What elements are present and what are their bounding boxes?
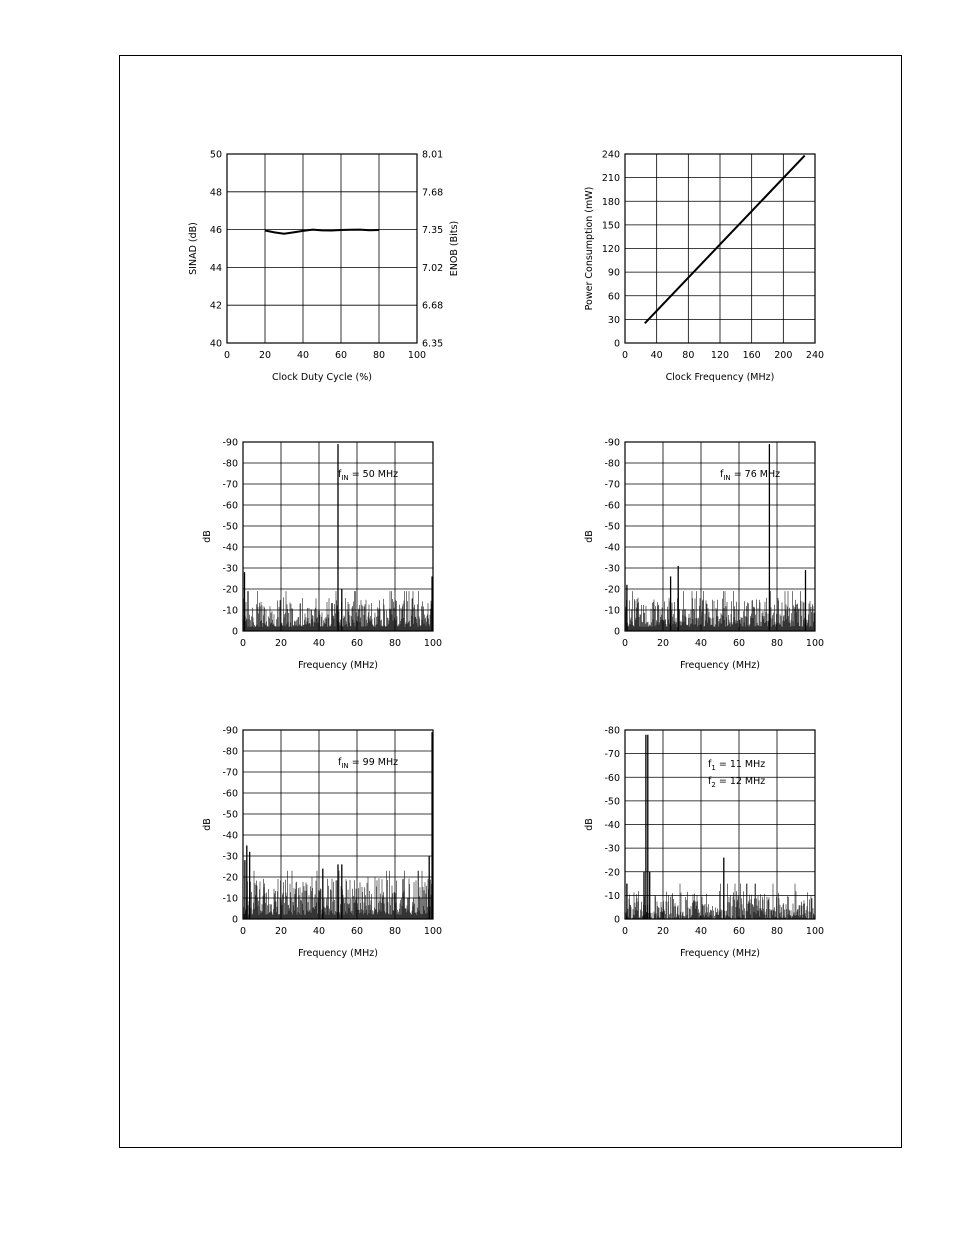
y-tick-label: -40 [604,820,620,831]
y-tick-label: -30 [604,563,620,575]
y-axis-label: Power Consumption (mW) [584,186,595,311]
y2-tick-label: 7.68 [422,187,444,199]
x-axis-label: Frequency (MHz) [298,660,378,671]
annot-prefix: f [720,469,724,480]
y-tick-label: -90 [604,437,620,449]
x-tick-label: 80 [388,638,402,649]
x-tick-label: 100 [407,350,427,361]
y-tick-label: -70 [604,479,620,491]
y-axis-label: dB [584,530,595,543]
frequency-annotation [338,757,398,770]
x-tick-label: 0 [621,926,629,937]
y-tick-label: -30 [604,843,620,855]
y-tick-label: -90 [222,725,238,737]
x-tick-label: 80 [770,926,784,937]
y-tick-label: -60 [604,772,620,784]
x-tick-label: 0 [239,638,247,649]
x-tick-label: 0 [621,350,629,361]
x-tick-label: 40 [694,926,708,937]
y-tick-label: -20 [222,872,238,884]
x-tick-label: 20 [656,926,670,937]
y-tick-label: -80 [222,458,238,470]
y2-tick-label: 6.68 [422,300,444,312]
y-tick-label: -50 [604,521,620,533]
annot-prefix: f [338,757,342,768]
annot-sub: IN [341,474,349,482]
y-tick-label: 150 [601,220,620,232]
y-tick-label: -60 [604,500,620,512]
y-tick-label: 210 [601,173,620,185]
frequency-annotation [720,469,780,482]
tone-annotation [708,776,765,789]
x-axis-label: Clock Duty Cycle (%) [272,372,372,383]
annot-suffix: = 76 MHz [730,469,781,480]
y-tick-label: 48 [209,187,222,199]
y-tick-label: -20 [604,584,620,596]
y-tick-label: 40 [209,338,222,350]
y-tick-label: 180 [601,196,620,208]
noise-floor [625,591,815,631]
y-tick-label: -70 [222,767,238,779]
x-tick-label: 80 [682,350,695,361]
y-tick-label: 0 [613,914,620,926]
annot-suffix: = 11 MHz [715,759,766,770]
power-vs-clock-frequency-chart [570,140,840,390]
x-tick-label: 80 [372,350,386,361]
x-tick-label: 200 [774,350,793,361]
y-tick-label: -70 [604,749,620,761]
x-axis-label: Frequency (MHz) [680,660,760,671]
x-tick-label: 80 [770,638,784,649]
y2-axis-label: ENOB (Bits) [449,220,460,277]
x-tick-label: 160 [742,350,761,361]
y-tick-label: 240 [601,149,620,161]
y-tick-label: -80 [604,725,620,737]
y-tick-label: -20 [604,867,620,879]
x-tick-label: 40 [312,638,326,649]
x-axis-label: Frequency (MHz) [298,948,378,959]
y2-tick-label: 8.01 [422,149,444,161]
x-tick-label: 120 [710,350,730,361]
y-tick-label: 46 [209,225,222,237]
x-tick-label: 60 [334,350,348,361]
y-axis-label: SINAD (dB) [188,222,199,275]
spectrum-99mhz-chart [190,718,450,963]
y2-tick-label: 7.35 [422,225,444,237]
y-tick-label: 0 [231,626,238,638]
x-tick-label: 80 [388,926,402,937]
y-axis-label: dB [584,818,595,831]
x-tick-label: 0 [621,638,629,649]
annot-suffix: = 12 MHz [715,776,766,787]
series-line [645,156,805,324]
y-tick-label: -10 [222,605,238,617]
spectrum-76mhz-chart [572,430,832,675]
x-tick-label: 40 [312,926,326,937]
y-tick-label: 30 [607,314,620,326]
noise-floor [625,884,815,919]
y-tick-label: 0 [613,338,620,350]
y-tick-label: 44 [209,262,222,274]
x-tick-label: 20 [274,926,288,937]
y-tick-label: -50 [604,796,620,808]
y-tick-label: 60 [607,291,620,303]
annot-prefix: f [708,759,712,770]
y-tick-label: -10 [222,893,238,905]
x-tick-label: 60 [350,638,364,649]
x-tick-label: 240 [805,350,825,361]
y-tick-label: 90 [607,267,620,279]
y-tick-label: -10 [604,605,620,617]
y-tick-label: -60 [222,500,238,512]
y-tick-label: -40 [222,542,238,554]
spectrum-50mhz-chart [190,430,450,675]
y-tick-label: -80 [604,458,620,470]
x-tick-label: 100 [805,926,825,937]
frequency-annotation [338,469,398,482]
y-tick-label: -20 [222,584,238,596]
y-tick-label: -30 [222,851,238,863]
annot-sub: 2 [711,781,716,789]
y-tick-label: -90 [222,437,238,449]
annot-suffix: = 99 MHz [348,757,399,768]
x-tick-label: 20 [258,350,272,361]
x-tick-label: 60 [732,638,746,649]
x-tick-label: 100 [805,638,825,649]
y-tick-label: 50 [209,149,222,161]
y2-tick-label: 7.02 [422,262,444,274]
tone-annotation [708,759,765,772]
y-tick-label: 0 [231,914,238,926]
x-tick-label: 20 [274,638,288,649]
x-tick-label: 60 [350,926,364,937]
y-tick-label: 120 [601,244,620,255]
annot-prefix: f [708,776,712,787]
y-tick-label: 42 [209,300,222,312]
y-tick-label: -80 [222,746,238,758]
annot-prefix: f [338,469,342,480]
x-tick-label: 40 [694,638,708,649]
y-axis-label: dB [202,530,213,543]
y-tick-label: -40 [222,830,238,842]
sinad-enob-vs-duty-cycle-chart [180,140,480,390]
y2-tick-label: 6.35 [422,338,444,350]
annot-sub: IN [723,474,731,482]
y-tick-label: -60 [222,788,238,800]
spectrum-two-tone-chart [572,718,832,963]
y-axis-label: dB [202,818,213,831]
y-tick-label: 0 [613,626,620,638]
x-tick-label: 60 [732,926,746,937]
plot-border [227,154,417,343]
x-tick-label: 100 [423,926,443,937]
annot-suffix: = 50 MHz [348,469,399,480]
x-tick-label: 100 [423,638,443,649]
x-tick-label: 40 [650,350,663,361]
x-axis-label: Clock Frequency (MHz) [665,372,775,383]
x-tick-label: 0 [239,926,247,937]
x-tick-label: 40 [296,350,310,361]
annot-sub: 1 [711,764,716,772]
y-tick-label: -40 [604,542,620,554]
y-tick-label: -30 [222,563,238,575]
y-tick-label: -50 [222,521,238,533]
x-tick-label: 0 [223,350,231,361]
y-tick-label: -50 [222,809,238,821]
series-line [265,230,379,234]
y-tick-label: -10 [604,890,620,902]
x-tick-label: 20 [656,638,670,649]
y-tick-label: -70 [222,479,238,491]
x-axis-label: Frequency (MHz) [680,948,760,959]
annot-sub: IN [341,762,349,770]
